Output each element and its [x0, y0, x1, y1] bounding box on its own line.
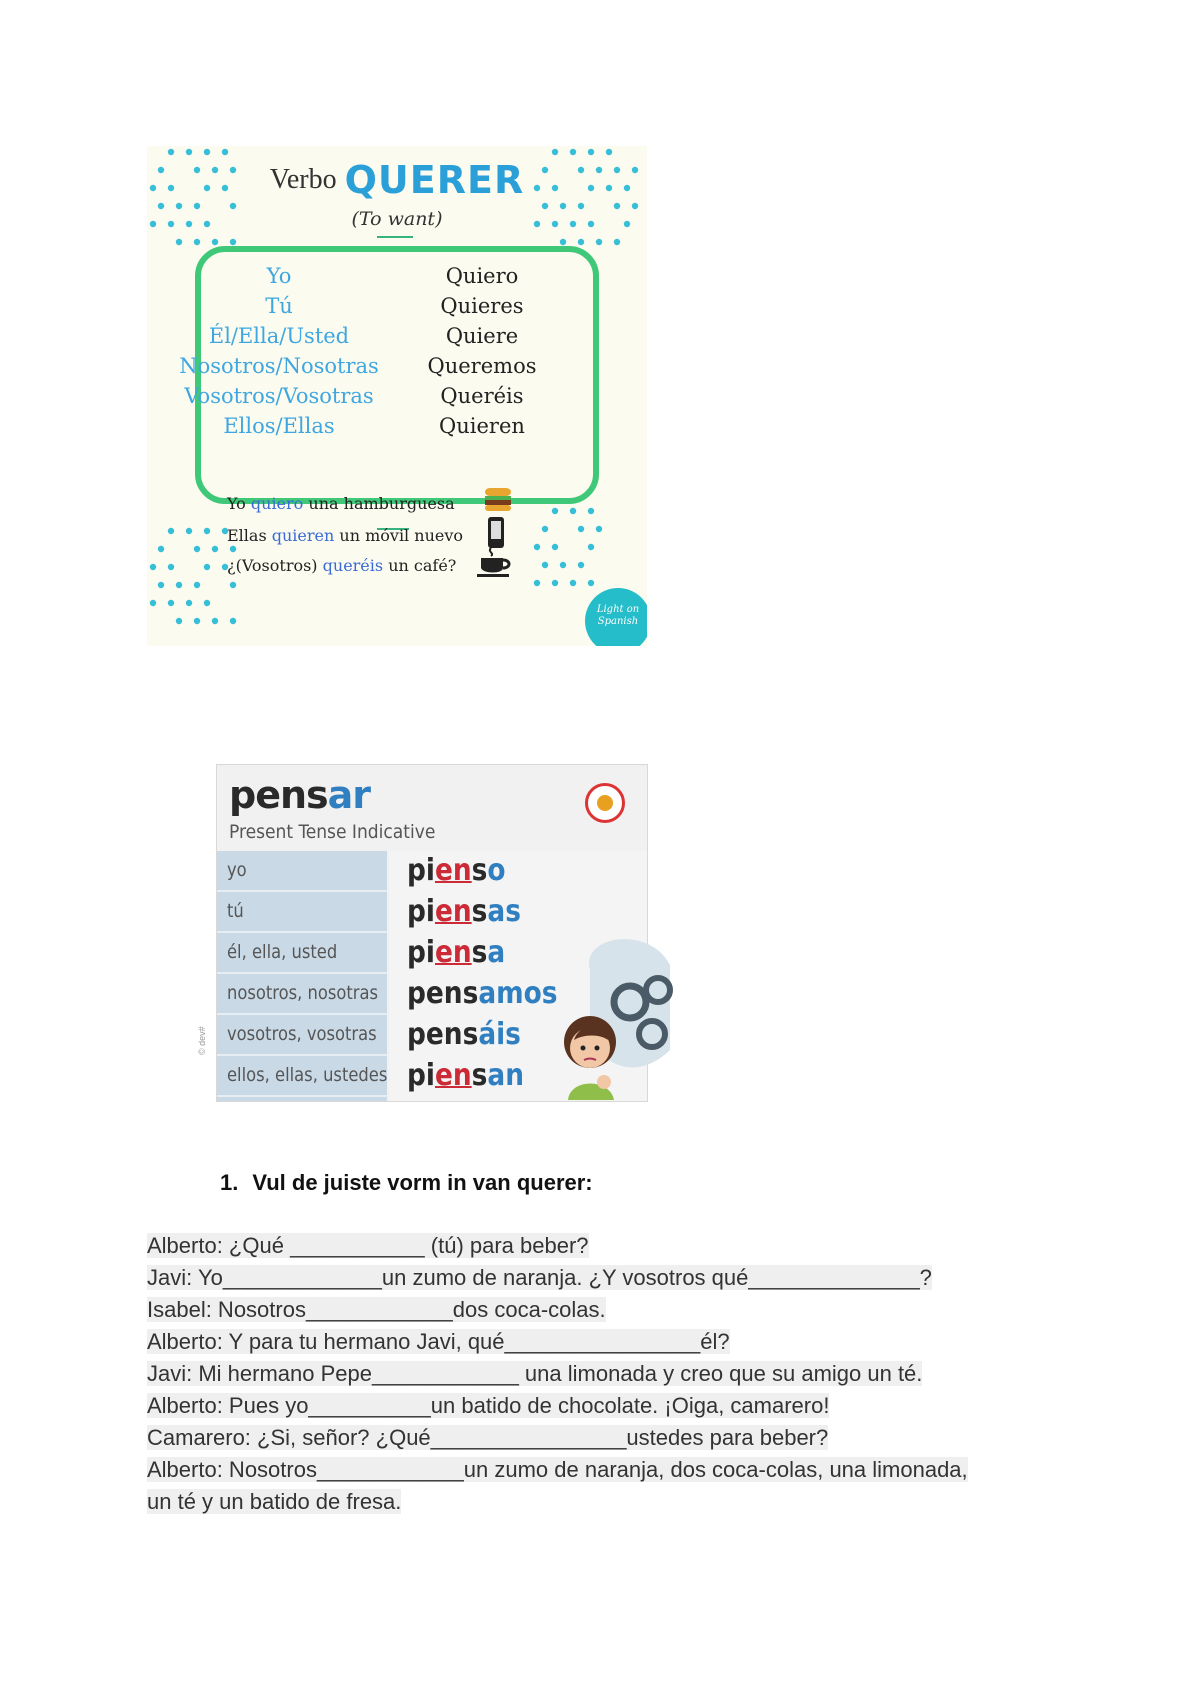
querer-translation: (To want): [351, 208, 443, 230]
pronoun: yo: [227, 859, 247, 881]
form-part-b: en: [434, 853, 472, 888]
watermark: © dev#: [197, 1026, 207, 1055]
conjugation-row: [147, 294, 647, 326]
verb-form: Quiere: [445, 324, 519, 348]
coffee-cup-icon: [477, 546, 513, 583]
verb-form: Quiero: [445, 264, 519, 288]
exercise-number: 1.: [220, 1170, 239, 1195]
pronoun: Yo: [266, 264, 292, 288]
title-stem: pens: [229, 773, 328, 817]
verb-form: Queremos: [427, 354, 537, 378]
verb-form: [407, 1017, 521, 1052]
brand-logo: Light on Spanish: [585, 588, 647, 646]
exercise-instruction: Vul de juiste vorm in van querer:: [252, 1170, 593, 1195]
pronoun: él, ella, usted: [227, 941, 338, 963]
dialogue-text: Javi: Mi hermano Pepe____________ una limonada y creo que su amigo un té.: [147, 1361, 923, 1386]
brand-badge-icon: [585, 783, 625, 823]
example-after: una hamburguesa: [303, 494, 455, 513]
form-part-a: pi: [407, 853, 435, 888]
conjugation-row: [147, 384, 647, 416]
conjugation-row: [147, 354, 647, 386]
form-part-a: pi: [407, 1058, 435, 1093]
example-verb: quiero: [250, 494, 304, 513]
dialogue-line: [147, 1486, 1077, 1518]
pronoun: vosotros, vosotras: [227, 1023, 377, 1045]
verb-form: Queréis: [440, 384, 524, 408]
thinking-girl-illustration: [560, 930, 680, 1110]
divider: [377, 236, 413, 238]
form-part-c: s: [471, 1058, 488, 1093]
form-part-d: an: [487, 1058, 524, 1093]
dialogue-text: Javi: Yo_____________un zumo de naranja. ¿Y vosotros qué______________?: [147, 1265, 932, 1290]
dialogue-line: [147, 1390, 1077, 1422]
verb-form: Quieren: [439, 414, 525, 438]
pensar-row: [217, 851, 647, 892]
dialogue-line: [147, 1294, 1077, 1326]
row-divider: [217, 1095, 387, 1097]
form-part-d: o: [487, 853, 506, 888]
example-after: un móvil nuevo: [334, 526, 464, 545]
verb-form: [407, 935, 505, 970]
conjugation-row: [147, 264, 647, 296]
dialogue-text: Alberto: Pues yo__________un batido de chocolate. ¡Oiga, camarero!: [147, 1393, 830, 1418]
form-part-c: s: [471, 894, 488, 929]
dialogue-line: [147, 1326, 1077, 1358]
pronoun: tú: [227, 900, 244, 922]
conjugation-row: [147, 414, 647, 446]
example-after: un café?: [383, 556, 457, 575]
pensar-subtitle: Present Tense Indicative: [229, 821, 436, 843]
form-part-d: amos: [478, 976, 558, 1011]
form-part-a: pens: [407, 1017, 479, 1052]
form-part-b: en: [434, 894, 472, 929]
form-part-b: en: [434, 935, 472, 970]
title-verbo: Verbo: [269, 164, 337, 195]
pensar-title: [229, 773, 370, 817]
verb-form: Quieres: [440, 294, 524, 318]
verb-form: [407, 853, 506, 888]
form-part-a: pi: [407, 894, 435, 929]
dialogue-line: [147, 1454, 1077, 1486]
verb-form: [407, 976, 558, 1011]
hamburger-icon: [483, 484, 513, 519]
form-part-b: en: [434, 1058, 472, 1093]
title-ending: ar: [327, 773, 371, 817]
form-part-a: pens: [407, 976, 479, 1011]
example-verb: queréis: [322, 556, 384, 575]
pronoun: Ellos/Ellas: [223, 414, 335, 438]
querer-title: [147, 158, 647, 202]
dialogue-line: [147, 1422, 1077, 1454]
dialogue-text: Camarero: ¿Si, señor? ¿Qué________________ustedes para beber?: [147, 1425, 829, 1450]
dialogue-text: Alberto: Y para tu hermano Javi, qué________________él?: [147, 1329, 730, 1354]
pensar-row: [217, 892, 647, 933]
example-before: Ellas: [227, 526, 272, 545]
form-part-a: pi: [407, 935, 435, 970]
form-part-d: a: [487, 935, 506, 970]
example-before: ¿(Vosotros): [227, 556, 323, 575]
dialogue-text: Alberto: ¿Qué ___________ (tú) para beber?: [147, 1233, 589, 1258]
form-part-d: as: [487, 894, 521, 929]
pronoun: nosotros, nosotras: [227, 982, 379, 1004]
dialogue-text: Isabel: Nosotros____________dos coca-colas.: [147, 1297, 606, 1322]
pronoun: Nosotros/Nosotras: [179, 354, 379, 378]
dialogue-text: un té y un batido de fresa.: [147, 1489, 402, 1514]
dialogue-line: [147, 1358, 1077, 1390]
dialogue-line: [147, 1262, 1077, 1294]
form-part-c: s: [471, 853, 488, 888]
pronoun: ellos, ellas, ustedes: [227, 1064, 388, 1086]
pronoun: Él/Ella/Usted: [208, 324, 350, 348]
form-part-c: s: [471, 935, 488, 970]
form-part-d: áis: [478, 1017, 521, 1052]
pronoun: Tú: [265, 294, 293, 318]
dialogue-line: [147, 1230, 1077, 1262]
pronoun: Vosotros/Vosotras: [184, 384, 374, 408]
title-verb: QUERER: [344, 158, 525, 202]
verb-form: [407, 1058, 524, 1093]
conjugation-row: [147, 324, 647, 356]
example-verb: quieren: [271, 526, 335, 545]
verb-form: [407, 894, 521, 929]
exercise-heading: [220, 1170, 593, 1196]
dialogue-text: Alberto: Nosotros____________un zumo de naranja, dos coca-colas, una limonada,: [147, 1457, 968, 1482]
exercise-dialogue: [147, 1230, 1077, 1518]
example-before: Yo: [227, 494, 251, 513]
querer-conjugation-card: [147, 146, 647, 646]
